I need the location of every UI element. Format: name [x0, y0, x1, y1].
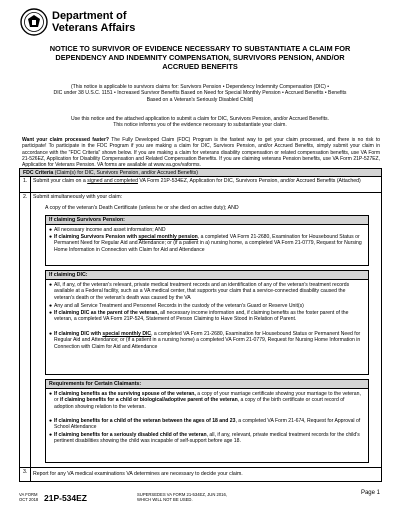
fdc-criteria-table	[19, 168, 382, 482]
fdc-lead: Want your claim processed faster?	[22, 137, 109, 143]
dept-line2: Veterans Affairs	[52, 22, 136, 34]
dic-b3-rest: all necessary income information and, if claiming benefits as the foster parent of the veteran, a completed VA Form 21P-524, Statement of Person Claiming to Have Stood in Relation of Parent.	[54, 310, 349, 323]
cc-b1-rest: a copy of your marriage certificate showing your marriage to the veteran, or	[54, 391, 361, 404]
footer-supersedes-1: SUPERSEDES VA FORM 21-534EZ, JUN 2016,	[137, 492, 227, 497]
survivors-pension-box	[45, 215, 369, 266]
sp-b2-lead: If claiming Survivors Pension with	[54, 234, 139, 240]
footer-supersedes-2: WHICH WILL NOT BE USED.	[137, 497, 193, 502]
dic-bullet-2: ● Any and all Service Treatment and Personnel Records in the custody of the veteran's Guard or Reserve Unit(s)	[49, 303, 304, 309]
dic-b2-text: Any and all Service Treatment and Personnel Records in the custody of the veteran's Guard or Reserve Unit(s)	[54, 303, 304, 309]
title-line-1: NOTICE TO SURVIVOR OF EVIDENCE NECESSARY TO SUBSTANTIATE A CLAIM FOR	[49, 44, 351, 53]
dept-line1: Department of	[52, 10, 127, 22]
item-2-text: Submit simultaneously with your claim:	[33, 194, 123, 200]
certain-claimants-heading: Requirements for Certain Claimants:	[46, 380, 368, 389]
claimants-bullet-2: ● If claiming benefits for a child of the veteran between the ages of 18 and 23, a completed VA Form 21-674, Request for Approval of School Attendance	[49, 418, 361, 431]
dic-bullet-1: ● All, if any, of the veteran's relevant, private medical treatment records and an identification of any of the veteran's treatment records available at a Federal facility, such as a VA medical center, that supports your claim that a service-connected disability caused the veteran's death or the veteran's death was caused by the VA	[49, 282, 350, 301]
footer-form-date: OCT 2018	[19, 497, 39, 502]
claimants-bullet-3: ● If claiming benefits for a seriously disabled child of the veteran, all, if any, relevant, private medical treatment records for the child's pertinent disabilities showing the child was incapable of self-support before age 18.	[49, 432, 360, 445]
criteria-header	[20, 169, 381, 177]
page-title	[30, 44, 370, 71]
dic-b1-text: All, if any, of the veteran's relevant, private medical treatment records and an identification of any of the veteran's treatment records available at a Federal facility, such as a VA medical center, that supports your claim that a service-connected disability caused the veteran's death or the veteran's death was caused by the VA	[54, 282, 350, 301]
sp-b1-text: All necessary income and asset information; AND	[54, 227, 166, 233]
item-1-number: 1.	[23, 178, 28, 184]
dic-heading: If claiming DIC:	[46, 271, 368, 280]
applicability-line-1: (This notice is applicable to survivors claims for: Survivors Pension • Dependency Indemnity Compensation (DIC) •	[70, 84, 330, 90]
criteria-header-label: FDC Criteria	[23, 170, 54, 176]
fdc-text: The Fully Developed Claim (FDC) Program is the fastest way to get your claim processed, and there is no risk to participate! To participate in the FDC Program if you are making a claim for DIC, Survivors Pension, and/or Accrued Benefits, simply submit your claim in accordance with the "FDC Criteria" shown below. If you are making a claim for veterans disability compensation or related compensation benefits, use VA Form 21-526EZ, Application for Disability Compensation and Related Compensation Benefits. If you are claiming veterans Pension benefits, use VA Form 21P-527EZ, Application for Veterans Pension. VA forms are available at www.va.gov/vaforms.	[22, 137, 380, 169]
footer-supersedes	[137, 492, 227, 502]
criteria-item-2	[20, 193, 381, 468]
fdc-paragraph	[22, 137, 380, 168]
footer-page-number: Page 1	[360, 490, 380, 496]
title-line-3: ACCRUED BENEFITS	[162, 62, 238, 71]
intro-line-2: This notice informs you of the evidence necessary to substantiate your claim.	[113, 122, 287, 129]
dic-bullet-4: ● If claiming DIC with special monthly DIC, a completed VA Form 21-2680, Examination for Housebound Status or Permanent Need for Regular Aid and Attendance; or (if a patient in a nursing home) a completed VA Form 21-0779, Request for Nursing Home Information in Connection with Claim for Aid and Attendance	[49, 331, 361, 350]
item-1-text-b: VA Form 21P-534EZ, Application for DIC, Survivors Pension, and/or Accrued Benefits (Attached)	[137, 178, 361, 184]
item-1-text-underlined: signed and completed	[87, 178, 138, 184]
survivors-pension-bullet-2: ● If claiming Survivors Pension with special monthly pension, a completed VA Form 21-2680, Examination for Housebound Status or Permanent Need for Regular Aid and Attendance; or (if a patient in a) nursing home, a completed VA Form 21-0779, Request for Nursing Home Information in Connection with Claim for Aid and Attendance	[49, 234, 362, 253]
certain-claimants-box	[45, 379, 369, 463]
footer-form-id: 21P-534EZ	[44, 493, 87, 503]
criteria-header-note: (Claim(s) for DIC, Survivors Pension, and/or Accrued Benefits)	[53, 170, 199, 176]
dic-b3-lead: If claiming DIC as the parent of the veteran,	[54, 310, 159, 316]
intro-note	[24, 116, 376, 129]
item-2-number: 2.	[23, 194, 28, 200]
dic-b4-rest: , a completed VA Form 21-2680, Examination for Housebound Status or Permanent Need for Regular Aid and Attendance; or (if a patient in a nursing home) a completed VA Form 21-0779, Request for Nursing Home Information in Connection with Claim for Aid and Attendance	[54, 331, 361, 350]
va-logo	[20, 8, 180, 38]
claimants-bullet-1: ● If claiming benefits as the surviving spouse of the veteran, a copy of your marriage certificate showing your marriage to the veteran, or if claiming benefits for a child or biological/adoptive parent of the veteran, a copy of the birth certificate or court record of adoption showing relation to the veteran.	[49, 391, 361, 410]
item-2-death-certificate: A copy of the veteran's Death Certificate (unless he or she died on active duty); AND	[45, 205, 239, 211]
title-line-2: DEPENDENCY AND INDEMNITY COMPENSATION, SURVIVORS PENSION, AND/OR	[55, 53, 345, 62]
intro-line-1: Use this notice and the attached application to submit a claim for DIC, Survivors Pension, and/or Accrued Benefits.	[71, 116, 329, 122]
cc-b1-lead2: if claiming benefits for a child or biological/adoptive parent of the veteran	[59, 397, 238, 404]
survivors-pension-heading: If claiming Survivors Pension:	[46, 216, 368, 225]
dic-bullet-3: ● If claiming DIC as the parent of the veteran, all necessary income information and, if claiming benefits as the foster parent of the veteran, a completed VA Form 21P-524, Statement of Person Claiming to Have Stood in Relation of Parent.	[49, 310, 349, 323]
cc-b1-rest2: , a copy of the birth certificate or court record of adoption showing relation to the veteran.	[54, 397, 345, 410]
applicability-line-2: DIC under 38 U.S.C. 1151 • Increased Survivor Benefits Based on Need for Special Monthly Pension • Accrued Benefits • Benefits	[53, 90, 347, 97]
cc-b1-lead: If claiming benefits as the surviving spouse of the veteran,	[54, 391, 196, 397]
cc-b3-lead: If claiming benefits for a seriously disabled child of the veteran	[54, 432, 207, 438]
footer-va-form: VA FORM	[19, 492, 38, 497]
footer-form-label	[19, 492, 38, 502]
item-3-text: Report for any VA medical examinations VA determines are necessary to decide your claim.	[33, 471, 243, 477]
va-seal-icon	[20, 8, 48, 36]
sp-b2-underlined: special monthly pension	[138, 234, 198, 240]
dic-box	[45, 270, 369, 375]
item-1-text-a: Submit your claim on a	[33, 178, 88, 184]
survivors-pension-bullet-1: ● All necessary income and asset information; AND	[49, 227, 166, 233]
item-3-number: 3.	[23, 469, 28, 475]
applicability-line-3: Based on a Veteran's Seriously Disabled Child)	[146, 96, 254, 103]
applicability-note	[24, 84, 376, 103]
criteria-item-3	[20, 468, 381, 481]
dic-b4-lead: If claiming DIC with	[54, 331, 103, 337]
cc-b3-rest: , all, if any, relevant, private medical treatment records for the child's pertinent disabilities showing the child was incapable of self-support before age 18.	[54, 432, 360, 445]
item-1-text	[33, 178, 377, 184]
criteria-item-1	[20, 177, 381, 193]
cc-b2-lead: If claiming benefits for a child of the veteran between the ages of 18 and 23	[54, 418, 236, 424]
dic-b4-underlined: special monthly DIC	[102, 331, 152, 337]
cc-b2-rest: , a completed VA Form 21-674, Request for Approval of School Attendance	[54, 418, 361, 431]
sp-b2-rest: , a completed VA Form 21-2680, Examination for Housebound Status or Permanent Need for Regular Aid and Attendance; or (if a patient in a) nursing home, a completed VA Form 21-0779, Request for Nursing Home Information in Connection with Claim for Aid and Attendance	[54, 234, 362, 253]
